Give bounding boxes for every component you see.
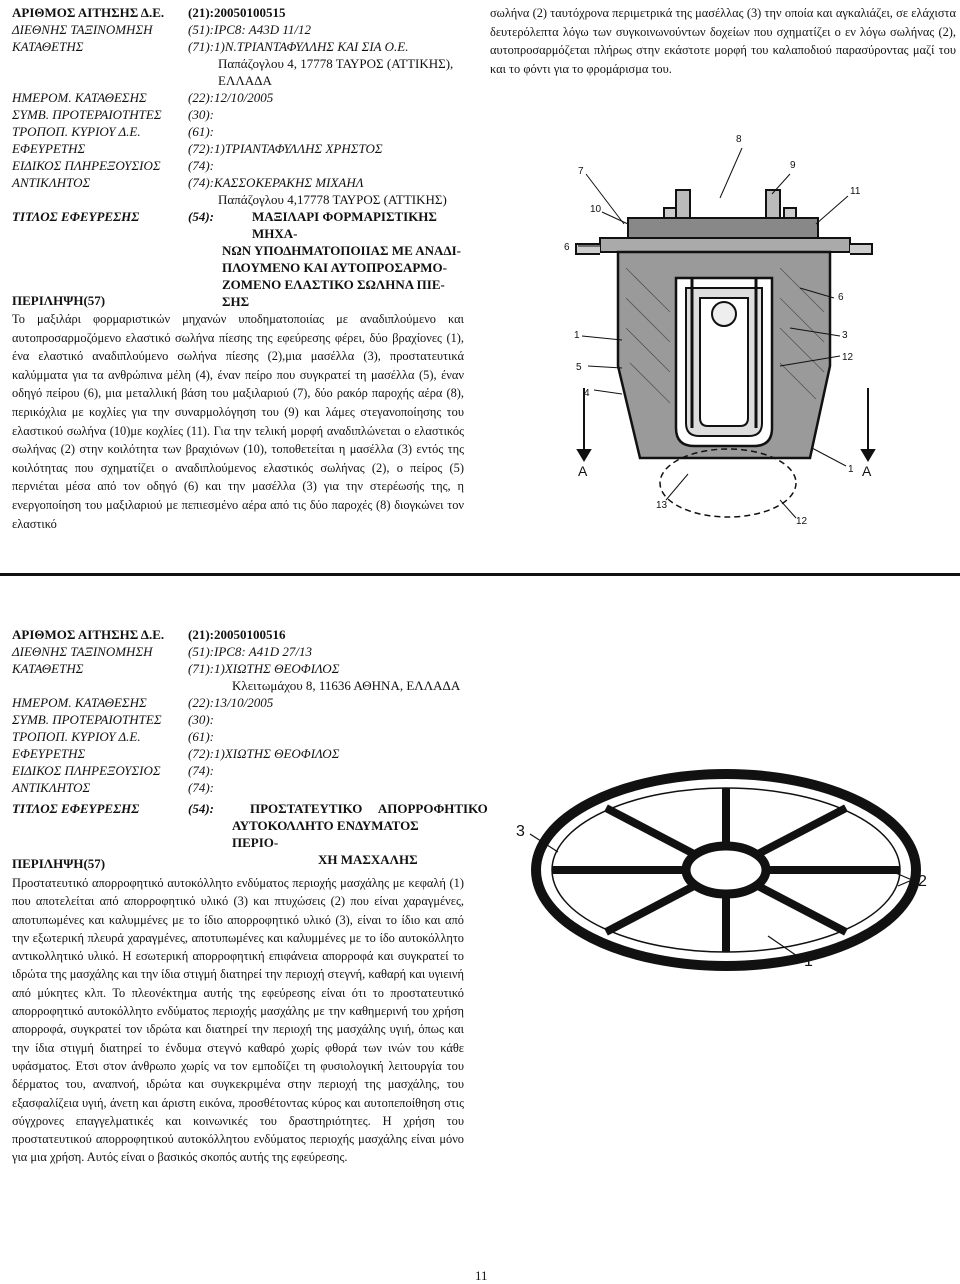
field-label: ΑΡΙΘΜΟΣ ΑΙΤΗΣΗΣ Δ.Ε.	[12, 5, 165, 20]
field-label: ΕΦΕΥΡΕΤΗΣ	[12, 746, 86, 761]
ipc-row	[12, 643, 312, 660]
figure-label: 1	[804, 953, 813, 970]
title-line: ΖΟΜΕΝΟ ΕΛΑΣΤΙΚΟ ΣΩΛΗΝΑ ΠΙΕ-	[222, 277, 445, 292]
title-line: ΝΩΝ ΥΠΟΔΗΜΑΤΟΠΟΙΙΑΣ ΜΕ ΑΝΑΔΙ-	[222, 243, 461, 258]
field-value: (72):1)ΤΡΙΑΝΤΑΦΥΛΛΗΣ ΧΡΗΣΤΟΣ	[188, 141, 383, 156]
field-value: (30):	[188, 107, 214, 122]
field-value: (61):	[188, 729, 214, 744]
field-label: ΚΑΤΑΘΕΤΗΣ	[12, 39, 84, 54]
field-value: (74):	[188, 780, 214, 795]
field-label: ΤΙΤΛΟΣ ΕΦΕΥΡΕΣΗΣ	[12, 209, 140, 224]
figure-label: 2	[918, 873, 927, 890]
field-label: ΤΡΟΠΟΠ. ΚΥΡΙΟΥ Δ.Ε.	[12, 729, 141, 744]
field-label: ΤΙΤΛΟΣ ΕΦΕΥΡΕΣΗΣ	[12, 801, 140, 816]
attorney-row	[12, 157, 214, 174]
abstract-heading: ΠΕΡΙΛΗΨΗ(57)	[12, 856, 106, 871]
field-value: (71):1)ΧΙΩΤΗΣ ΘΕΟΦΙΛΟΣ	[188, 661, 340, 676]
inventor-row	[12, 140, 383, 157]
field-label: ΤΡΟΠΟΠ. ΚΥΡΙΟΥ Δ.Ε.	[12, 124, 141, 139]
field-value: (71):1)Ν.ΤΡΙΑΝΤΑΦΥΛΛΗΣ ΚΑΙ ΣΙΑ Ο.Ε.	[188, 39, 409, 54]
attorney-row	[12, 762, 214, 779]
field-label: ΣΥΜΒ. ΠΡΟΤΕΡΑΙΟΤΗΤΕΣ	[12, 712, 162, 727]
forming-pad-figure	[560, 128, 890, 528]
field-label: ΕΦΕΥΡΕΤΗΣ	[12, 141, 86, 156]
applicant-address: Κλειτωμάχου 8, 11636 ΑΘΗΝΑ, ΕΛΛΑΔΑ	[232, 678, 461, 693]
field-value: (54):	[188, 209, 214, 224]
modification-row	[12, 728, 214, 745]
field-label: ΕΙΔΙΚΟΣ ΠΛΗΡΕΞΟΥΣΙΟΣ	[12, 763, 161, 778]
field-value: (72):1)ΧΙΩΤΗΣ ΘΕΟΦΙΛΟΣ	[188, 746, 340, 761]
field-value: (54):	[188, 801, 214, 816]
abstract-text: Προστατευτικό απορροφητικό αυτοκόλλητο ενδύματος περιοχής μασχάλης με κεφαλή (1) που αποτελείται από απορροφητικό υλικό (3) και πτυχώσεις (2) που είναι χαραγμένες, αποτυπωμένες και καλυμμένες με το ίδιο απορροφητικό υλικό (3), είναι το ίδιο και από την εξωτερική πλευρά χαραγμένες, αποτυπωμένες και καλυμμένες με το ίδο αυτοκόλλητο αντικολλητικό υλικό. Η εσωτερική απορροφητική επιφάνεια απορροφά και συγκρατεί το ιδρώτα της μασχάλης και την ίδια στιγμή διατηρεί την περιοχή στεγνή, καθαρή και υγιεινή από μύκητες κλπ. Το πλεονέκτημα αυτής της εφεύρεσης είναι ότι το προστατευτικό απορροφητικό αυτοκόλλητο ενδύματος περιοχής μασχάλης με την καθημερινή του χρήση απορροφά, συγκρατεί τον ιδρώτα και διατηρεί την περιοχή της μασχάλης υγιή, όπως και την ίδια στιγμή διατηρεί το ένδυμα στεγνό καθαρό χωρίς φθορά των ινών του κάθε υφάσματος. Ετσι στον άνθρωπο χωρίς να τον εμποδίζει τη φυσιολογική λειτουργία του δέρματος του, αναπνοή, ιδρώτα και συγκεκριμένα στην περιοχή της μασχάλης, του εξασφαλίζεια υγιή, άνετη και άριστη εικόνα, προσθέτοντας κύρος και αυτοπεποίθηση στις σύγχρονες επαγγελματικές και κοινωνικές του δραστηριότητες. Η χρήση του προστατευτικού απορροφητικού αυτοκόλλητου ενδύματος περιοχής μασχάλης είναι μόνο για μια χρήση. Αυτός είναι ο βασικός σκοπός αυτής της εφεύρεσης.	[12, 876, 464, 1165]
priority-row	[12, 106, 214, 123]
field-value: (22):12/10/2005	[188, 90, 274, 105]
figure-label: 1	[574, 330, 580, 341]
applicant-row	[12, 38, 408, 55]
figure-label: 11	[850, 186, 861, 197]
field-label: ΑΡΙΘΜΟΣ ΑΙΤΗΣΗΣ Δ.Ε.	[12, 627, 165, 642]
field-value: (51):IPC8: A41D 27/13	[188, 644, 312, 659]
figure-label: 12	[842, 352, 854, 363]
figure-label: 4	[584, 388, 590, 399]
figure-label: 3	[842, 330, 848, 341]
field-label: ΔΙΕΘΝΗΣ ΤΑΞΙΝΟΜΗΣΗ	[12, 644, 153, 659]
field-value: (74):	[188, 158, 214, 173]
title-row	[12, 800, 214, 817]
priority-row	[12, 711, 214, 728]
field-value: (74):	[188, 763, 214, 778]
figure-label: 5	[576, 362, 582, 373]
abstract-text: Το μαξιλάρι φορμαριστικών μηχανών υποδηματοποιίας με αναδιπλούμενο και αυτοπροσαρμοζόμενο ελαστικό σωλήνα πίεσης της εφεύρεσης φέρει, δύο βραχίονες (1), ένα ελαστικό αναδιπλούμενο σωλήνα πίεσης (2),μια μασέλλα (3), προστατευτικά καλύμματα για τα ανθρώπινα μέλη (4), έναν πείρο που συγκρατεί τη μασέλλα (5), έναν οδηγό πείρου (6), μια μεταλλική βάση του μαξιλαριού (7), δύο ρακόρ παροχής αέρα (8), περικόχλια με κοχλίες για την συναρμολόγηση του (9) και λάμες στεγανοποίησης του ελαστικού σωλήνα (10)με κοχλίες (11). Για την τελική μορφή αναδιπλώνεται ο ελαστικός σωλήνας (2) στην κοιλότητα των βραχιόνων (10), τοποθετείται η μασέλλα (3) εντός της κοιλότητας που σχηματίζει ο αναδιπλούμενος ελαστικός σωλήνας (2), ο πείρος (5) περνιέται μέσα από τον οδηγό (6) και την μασέλλα (3) για την στερέωσής της, η ενεργοποίηση του μαξιλαριού με πεπιεσμένο αέρα από τις δύο παροχές (8) διογκώνει τον ελαστικό	[12, 312, 464, 531]
figure-label: 13	[656, 500, 668, 511]
figure-label: 10	[590, 204, 602, 215]
field-label: ΑΝΤΙΚΛΗΤΟΣ	[12, 175, 91, 190]
figure-label: 12	[796, 516, 808, 527]
title-line: ΠΡΟΣΤΑΤΕΥΤΙΚΟ ΑΠΟΡΡΟΦΗΤΙΚΟ	[250, 801, 488, 816]
ipc-row	[12, 21, 311, 38]
figure-label: 3	[516, 823, 525, 840]
application-number-row	[12, 626, 286, 643]
abstract-heading: ΠΕΡΙΛΗΨΗ(57)	[12, 293, 106, 308]
application-number-row	[12, 4, 286, 21]
title-line: ΠΛΟΥΜΕΝΟ ΚΑΙ ΑΥΤΟΠΡΟΣΑΡΜΟ-	[222, 260, 447, 275]
field-label: ΕΙΔΙΚΟΣ ΠΛΗΡΕΞΟΥΣΙΟΣ	[12, 158, 161, 173]
figure-label: 6	[838, 292, 844, 303]
title-line: ΧΗ ΜΑΣΧΑΛΗΣ	[318, 852, 418, 867]
abstract-text-continued: σωλήνα (2) ταυτόχρονα περιμετρικά της μασέλλας (3) την οποία και αγκαλιάζει, σε ελάχιστα δευτερόλεπτα λόγω των συγκοινωνούντων δοχείων που σχηματίζει ο εν λόγω σωλήνας (2), αυτοπροσαρμόζεται πλήρως στην εκάστοτε μορφή του καλαποδιού παρασύροντας μαζί του και το φόντι για το φρομάρισμα του.	[490, 6, 956, 76]
field-value: (51):IPC8: A43D 11/12	[188, 22, 311, 37]
field-value: (74):ΚΑΣΣΟΚΕΡΑΚΗΣ ΜΙΧΑΗΛ	[188, 175, 364, 190]
field-value: (30):	[188, 712, 214, 727]
field-value: (21):20050100516	[188, 627, 286, 642]
agent-row	[12, 779, 214, 796]
field-label: ΚΑΤΑΘΕΤΗΣ	[12, 661, 84, 676]
filing-date-row	[12, 89, 273, 106]
absorbent-pad-figure	[508, 760, 948, 990]
figure-label: A	[578, 463, 588, 479]
modification-row	[12, 123, 214, 140]
title-row	[12, 208, 214, 225]
field-label: ΗΜΕΡΟΜ. ΚΑΤΑΘΕΣΗΣ	[12, 90, 147, 105]
field-value: (21):20050100515	[188, 5, 286, 20]
applicant-row	[12, 660, 339, 677]
page-number: 11	[475, 1268, 488, 1283]
figure-label: 9	[790, 160, 796, 171]
applicant-address-country: ΕΛΛΑΔΑ	[218, 73, 272, 88]
title-line: ΜΑΞΙΛΑΡΙ ΦΟΡΜΑΡΙΣΤΙΚΗΣ ΜΗΧΑ-	[252, 209, 437, 241]
figure-label: 1	[848, 464, 854, 475]
field-label: ΗΜΕΡΟΜ. ΚΑΤΑΘΕΣΗΣ	[12, 695, 147, 710]
field-value: (22):13/10/2005	[188, 695, 274, 710]
figure-label: A	[862, 463, 872, 479]
figure-label: 6	[564, 242, 570, 253]
invention-title	[228, 800, 488, 868]
title-line: ΣΗΣ	[222, 294, 250, 309]
title-line: ΑΥΤΟΚΟΛΛΗΤΟ ΕΝΔΥΜΑΤΟΣ ΠΕΡΙΟ-	[232, 818, 419, 850]
applicant-address: Παπάζογλου 4, 17778 ΤΑΥΡΟΣ (ΑΤΤΙΚΗΣ),	[218, 56, 454, 71]
agent-address: Παπάζογλου 4,17778 ΤΑΥΡΟΣ (ΑΤΤΙΚΗΣ)	[218, 192, 447, 207]
figure-label: 7	[578, 166, 584, 177]
inventor-row	[12, 745, 339, 762]
agent-row	[12, 174, 364, 191]
field-label: ΣΥΜΒ. ΠΡΟΤΕΡΑΙΟΤΗΤΕΣ	[12, 107, 162, 122]
field-label: ΔΙΕΘΝΗΣ ΤΑΞΙΝΟΜΗΣΗ	[12, 22, 153, 37]
invention-title	[222, 208, 462, 310]
field-value: (61):	[188, 124, 214, 139]
section-divider	[0, 573, 960, 576]
filing-date-row	[12, 694, 273, 711]
figure-label: 8	[736, 134, 742, 145]
field-label: ΑΝΤΙΚΛΗΤΟΣ	[12, 780, 91, 795]
